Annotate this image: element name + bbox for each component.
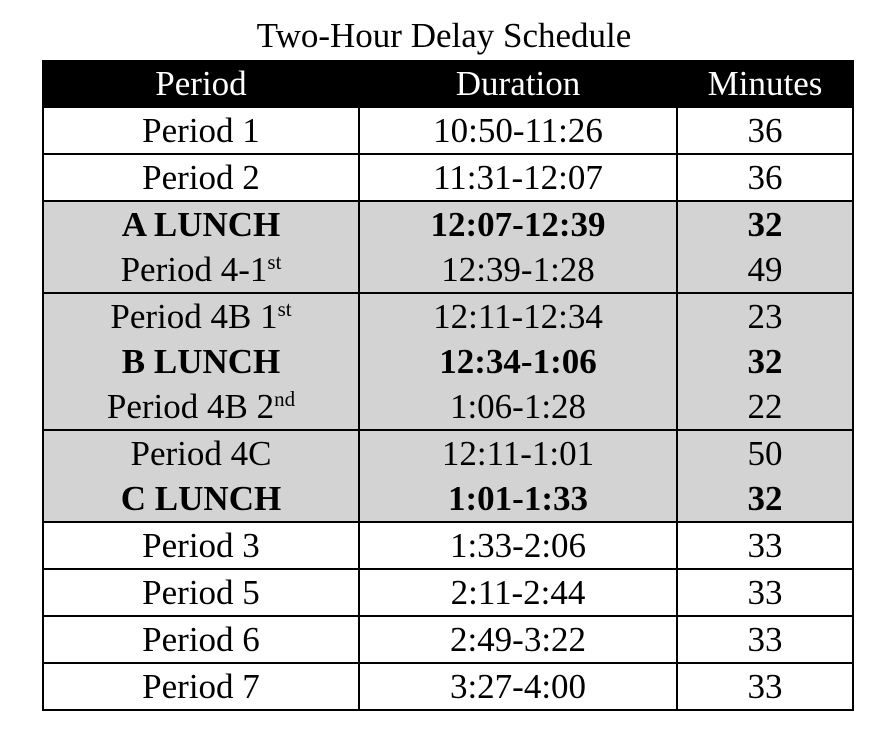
minutes-text [678, 476, 852, 521]
lunch-block-row [43, 430, 853, 522]
minutes-value: 50 [747, 434, 783, 473]
period-value: Period 5 [142, 573, 260, 612]
duration-value: 1:33-2:06 [449, 526, 587, 565]
minutes-value: 32 [747, 205, 783, 244]
minutes-text [678, 339, 852, 384]
period-cell [43, 107, 359, 154]
period-cell [43, 201, 359, 293]
period-value: C LUNCH [120, 479, 282, 518]
period-cell [43, 430, 359, 522]
minutes-value: 33 [747, 526, 783, 565]
period-value: Period 7 [142, 667, 260, 706]
period-value: A LUNCH [121, 205, 281, 244]
minutes-value: 22 [747, 387, 783, 426]
minutes-value: 36 [747, 111, 783, 150]
table-row [43, 154, 853, 201]
period-value: Period 4B 1 [110, 297, 278, 336]
period-value: Period 6 [142, 620, 260, 659]
period-cell [43, 663, 359, 710]
minutes-cell [677, 663, 853, 710]
period-text [44, 476, 358, 521]
period-text [44, 339, 358, 384]
duration-value: 2:49-3:22 [449, 620, 587, 659]
period-text [44, 431, 358, 476]
schedule-table [42, 60, 854, 711]
minutes-cell [677, 154, 853, 201]
minutes-cell [677, 107, 853, 154]
period-text [44, 202, 358, 247]
schedule-title: Two-Hour Delay Schedule [256, 16, 632, 55]
period-value: Period 3 [142, 526, 260, 565]
schedule-body [43, 107, 853, 710]
period-text [44, 664, 358, 709]
duration-value: 1:01-1:33 [448, 479, 588, 518]
minutes-text [678, 617, 852, 662]
minutes-text [678, 523, 852, 568]
period-value: Period 4C [130, 434, 272, 473]
duration-value: 3:27-4:00 [449, 667, 587, 706]
ordinal-suffix: st [277, 297, 292, 321]
duration-value: 12:11-12:34 [433, 297, 603, 336]
minutes-text [678, 108, 852, 153]
duration-text [360, 617, 676, 662]
minutes-value: 36 [747, 158, 783, 197]
lunch-block-row [43, 201, 853, 293]
period-cell [43, 569, 359, 616]
header-period: Period [43, 61, 359, 107]
duration-cell [359, 107, 677, 154]
duration-text [360, 431, 676, 476]
minutes-text [678, 384, 852, 429]
minutes-cell [677, 201, 853, 293]
table-row [43, 107, 853, 154]
minutes-text [678, 664, 852, 709]
period-text [44, 384, 358, 429]
period-cell [43, 293, 359, 430]
header-minutes: Minutes [677, 61, 853, 107]
duration-text [360, 570, 676, 615]
duration-text [360, 202, 676, 247]
minutes-text [678, 247, 852, 292]
period-text [44, 108, 358, 153]
duration-text [360, 294, 676, 339]
minutes-value: 23 [747, 297, 783, 336]
duration-value: 10:50-11:26 [433, 111, 603, 150]
period-text [44, 247, 358, 292]
duration-value: 12:11-1:01 [441, 434, 595, 473]
minutes-text [678, 155, 852, 200]
header-row [43, 61, 853, 107]
duration-text [360, 476, 676, 521]
period-cell [43, 154, 359, 201]
table-row [43, 616, 853, 663]
duration-value: 12:39-1:28 [441, 250, 595, 289]
minutes-value: 32 [747, 342, 783, 381]
minutes-cell [677, 430, 853, 522]
minutes-value: 49 [747, 250, 783, 289]
minutes-text [678, 202, 852, 247]
minutes-value: 32 [747, 479, 783, 518]
period-value: Period 2 [142, 158, 260, 197]
duration-text [360, 384, 676, 429]
duration-cell [359, 569, 677, 616]
period-cell [43, 616, 359, 663]
minutes-text [678, 294, 852, 339]
duration-text [360, 339, 676, 384]
duration-text [360, 108, 676, 153]
minutes-cell [677, 569, 853, 616]
ordinal-suffix: nd [274, 387, 296, 411]
period-value: Period 1 [142, 111, 260, 150]
period-text [44, 155, 358, 200]
period-text [44, 523, 358, 568]
minutes-value: 33 [747, 667, 783, 706]
duration-value: 12:07-12:39 [430, 205, 606, 244]
duration-cell [359, 201, 677, 293]
duration-text [360, 247, 676, 292]
minutes-cell [677, 616, 853, 663]
minutes-text [678, 431, 852, 476]
period-value: Period 4B 2 [106, 387, 275, 426]
duration-value: 12:34-1:06 [439, 342, 597, 381]
minutes-value: 33 [747, 620, 783, 659]
duration-text [360, 523, 676, 568]
ordinal-suffix: st [267, 250, 282, 274]
duration-cell [359, 522, 677, 569]
duration-cell [359, 293, 677, 430]
table-row [43, 663, 853, 710]
duration-value: 1:06-1:28 [449, 387, 587, 426]
period-cell [43, 522, 359, 569]
duration-text [360, 664, 676, 709]
header-duration: Duration [359, 61, 677, 107]
duration-cell [359, 616, 677, 663]
table-row [43, 522, 853, 569]
minutes-cell [677, 522, 853, 569]
minutes-value: 33 [747, 573, 783, 612]
table-row [43, 569, 853, 616]
minutes-cell [677, 293, 853, 430]
minutes-text [678, 570, 852, 615]
duration-cell [359, 430, 677, 522]
duration-cell [359, 663, 677, 710]
lunch-block-row [43, 293, 853, 430]
period-value: Period 4-1 [120, 250, 268, 289]
period-text [44, 570, 358, 615]
period-text [44, 617, 358, 662]
duration-value: 2:11-2:44 [450, 573, 586, 612]
period-value: B LUNCH [121, 342, 281, 381]
duration-cell [359, 154, 677, 201]
duration-value: 11:31-12:07 [433, 158, 603, 197]
period-text [44, 294, 358, 339]
duration-text [360, 155, 676, 200]
